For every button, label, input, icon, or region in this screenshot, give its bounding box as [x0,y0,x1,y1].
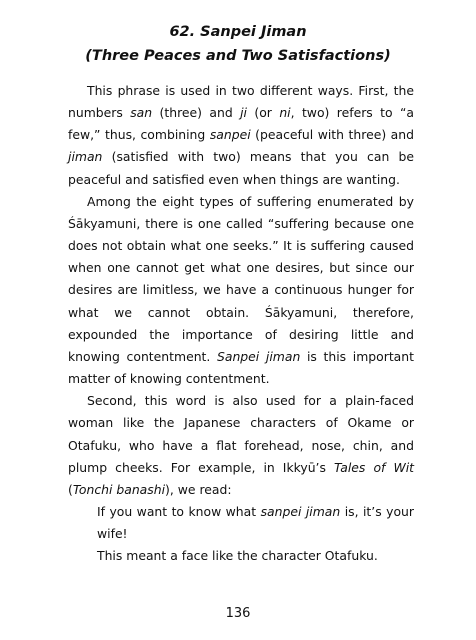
italic-term: ji [240,105,247,121]
text-run: (satisfied with two) means that you can be peaceful and satisfied even when things are wanting. [68,149,414,187]
paragraph-1 [68,80,414,191]
body-text [68,80,414,567]
italic-term: Sanpei jiman [217,348,301,364]
italic-term: sanpei [209,127,251,143]
text-run: This phrase is used in two different ways. First, the numbers [68,83,414,121]
italic-term: san [130,105,153,121]
paragraph-2 [68,191,414,390]
text-run: Second, this word is also used for a plain-faced woman like the Japanese characters of Okame or Otafuku, who have a flat forehead, nose, chin, and plump cheeks. For example, in Ikkyū’s [68,393,414,475]
page-number: 136 [225,606,251,621]
text-run: (peaceful with three) and [250,127,414,143]
text-run: Among the eight types of suffering enumerated by Śākyamuni, there is one called “suffering because one does not obtain what one seeks.” It is suffering caused when one cannot get what one desires, but since our desires are limitless, we have a continuous hunger for what we cannot obtain. Śākyamuni, therefore, expounded the importance of desiring little and knowing contentment. [68,193,414,364]
section-subtitle: (Three Peaces and Two Satisfactions) [85,48,391,64]
text-run: is, it’s your wife! [97,503,414,542]
text-run: , two) refers to “a few,” thus, combining [68,105,414,143]
text-run: (or [246,105,280,121]
text-run: ), we read: [165,481,232,497]
section-title: 62. Sanpei Jiman [169,24,307,40]
italic-term: Tales of Wit [334,459,414,475]
italic-term: ni [279,105,291,121]
quotation [68,501,414,545]
closing-line: This meant a face like the character Otafuku. [97,548,378,564]
text-run: ( [68,481,73,497]
text-run: (three) and [152,105,241,121]
text-run: If you want to know what [97,503,261,519]
italic-term: jiman [68,149,103,165]
text-run: is this important matter of knowing contentment. [68,348,414,387]
italic-term: sanpei jiman [260,503,341,519]
italic-term: Tonchi banashi [72,481,166,497]
paragraph-3 [68,390,414,501]
